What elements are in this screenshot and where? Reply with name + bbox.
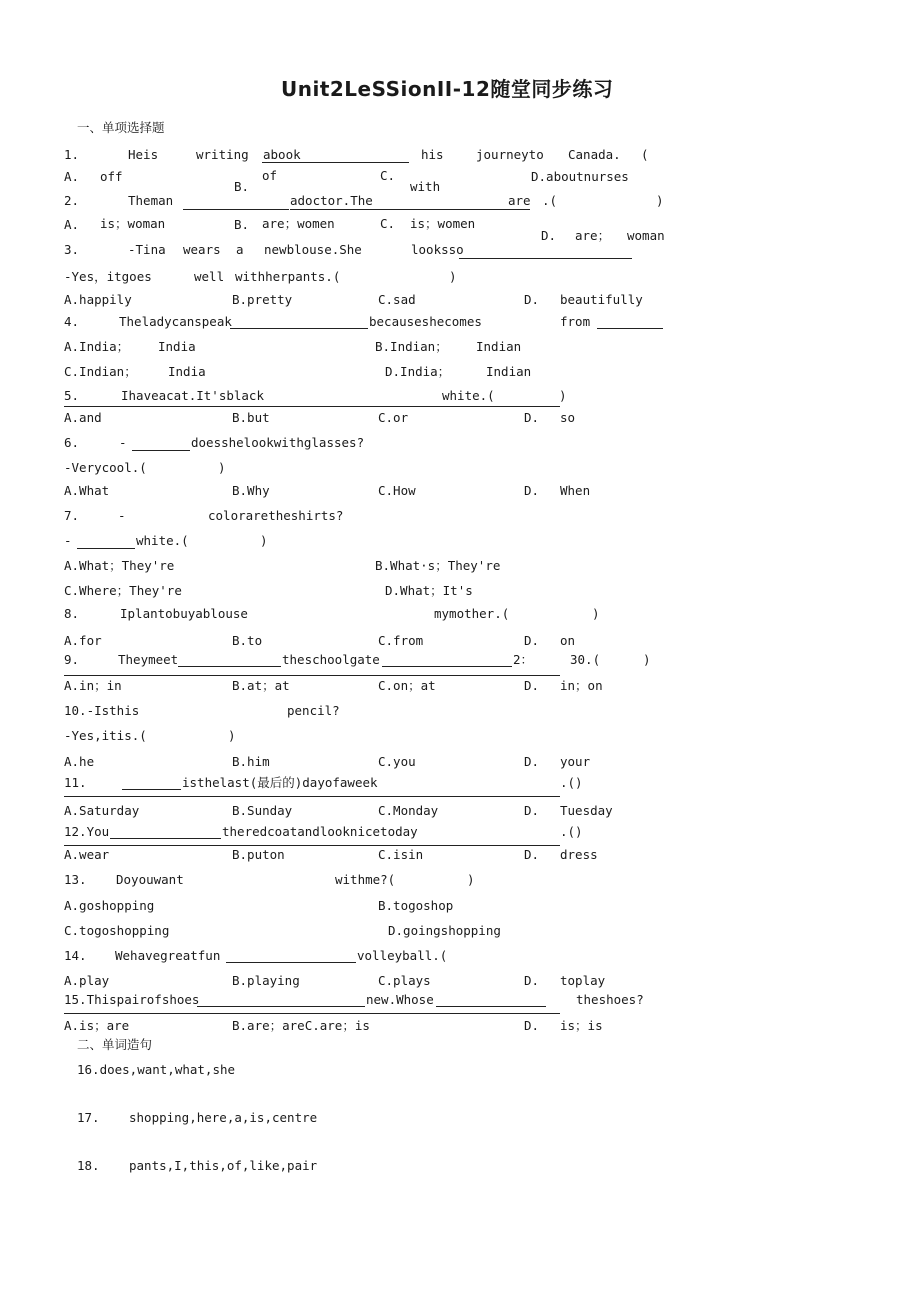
answer-paren-open: .( [542,193,558,208]
option-b-c[interactable]: B.are；areC.are；is [232,1018,370,1033]
option-d[interactable]: so [560,410,576,425]
question-number: 18. [77,1158,100,1173]
option-c[interactable]: C.or [378,410,409,425]
question-text: -Yes，itgoes [64,269,152,284]
question-text: white.( [442,388,495,403]
question-number: 12.You [64,824,110,839]
question-number: 3. [64,242,80,257]
question-text: pencil? [287,703,340,718]
divider [64,675,560,676]
option-c[interactable]: C.on；at [378,678,436,693]
option-c[interactable]: C.sad [378,292,416,307]
question-text: withme?( [335,872,396,887]
option-c[interactable]: C.isin [378,847,424,862]
question-number: 7. [64,508,80,523]
question-text: Iplantobuyablouse [120,606,248,621]
question-number: 14. [64,948,87,963]
question-text: his [421,147,444,162]
question-number: 9. [64,652,80,667]
question-text: -Tina [128,242,166,257]
option-d-label: D. [541,228,557,243]
dash: - [119,435,127,450]
option-d[interactable]: D.goingshopping [388,923,501,938]
answer-paren-close: ) [559,388,567,403]
option-d[interactable]: in；on [560,678,603,693]
option-d-label: D. [524,803,540,818]
answer-blank[interactable] [262,162,409,163]
option-a[interactable]: A.India； [64,339,130,354]
question-number: 6. [64,435,80,450]
question-text: theredcoatandlooknicetoday [222,824,418,839]
question-text: withherpants.( [235,269,341,284]
option-d-label: D. [524,973,540,988]
question-text: becauseshecomes [369,314,482,329]
question-text: are [508,193,531,208]
option-d[interactable]: D.India； [385,364,451,379]
scrambled-words: pants,I,this,of,like,pair [129,1158,318,1173]
option-d[interactable]: are； [575,228,611,243]
question-number: 8. [64,606,80,621]
option-d[interactable]: beautifully [560,292,643,307]
answer-paren-close: ) [643,652,651,667]
question-number: 5. [64,388,80,403]
option-d[interactable]: D.aboutnurses [531,169,629,184]
option-c[interactable]: C.Monday [378,803,439,818]
option-d[interactable]: dress [560,847,598,862]
option-b[interactable]: B.but [232,410,270,425]
option-b[interactable]: B.pretty [232,292,293,307]
answer-blank[interactable] [226,962,356,963]
dash: - [118,508,126,523]
question-text: Theman [128,193,174,208]
option-a[interactable]: A.goshopping [64,898,155,913]
question-text: -Yes,itis.( [64,728,147,743]
question-text: Theladycanspeak [119,314,232,329]
question-text: doesshelookwithglasses? [191,435,365,450]
answer-paren-close: ) [228,728,236,743]
question-number: 13. [64,872,87,887]
option-a[interactable]: A.What [64,483,110,498]
option-a[interactable]: A.in；in [64,678,122,693]
answer-blank[interactable] [64,406,560,407]
question-text: mymother.( [434,606,510,621]
option-b[interactable]: B.What·s；They're [375,558,501,573]
question-number: 11. [64,775,87,790]
section-heading-sentence-building: 二、单词造句 [77,1037,153,1052]
question-text: looksso [411,242,464,257]
question-text: Canada. [568,147,621,162]
option-d-label: D. [524,292,540,307]
answer-blank[interactable] [110,838,221,839]
option-d[interactable]: your [560,754,591,769]
option-a-label: A. [64,217,80,232]
option-d-label: D. [524,678,540,693]
option-b[interactable]: are；women [262,216,335,231]
option-b[interactable]: B.Indian； [375,339,448,354]
answer-paren-close: ) [218,460,226,475]
answer-blank[interactable] [459,258,632,259]
question-text: Theymeet [118,652,179,667]
answer-blank[interactable] [132,450,190,451]
divider [64,845,560,846]
option-b-label: B. [234,179,250,194]
option-d-label: D. [524,483,540,498]
answer-blank[interactable] [122,789,181,790]
question-number: 1. [64,147,80,162]
option-a[interactable]: A.Saturday [64,803,140,818]
answer-blank[interactable] [183,209,289,210]
option-c[interactable]: C.you [378,754,416,769]
option-a-text: India [158,339,196,354]
option-a[interactable]: A.is；are [64,1018,130,1033]
question-text: Ihaveacat.It'sblack [121,388,264,403]
answer-blank[interactable] [77,548,135,549]
scrambled-words: shopping,here,a,is,centre [129,1110,318,1125]
option-a[interactable]: A.and [64,410,102,425]
question-text: Wehavegreatfun [115,948,221,963]
question-text: Heis [128,147,159,162]
answer-paren-close: ) [592,606,600,621]
option-a[interactable]: A.for [64,633,102,648]
question-text: Doyouwant [116,872,184,887]
answer-blank[interactable] [597,328,663,329]
option-c[interactable]: with [410,179,441,194]
option-a[interactable]: A.What；They're [64,558,175,573]
question-number: 17. [77,1110,100,1125]
option-d-label: D. [524,847,540,862]
answer-paren: .() [560,824,583,839]
question-text: -Verycool.( [64,460,147,475]
option-b-label: B. [234,217,250,232]
divider [64,1013,560,1014]
question-text: new.Whose [366,992,434,1007]
option-a[interactable]: A.play [64,973,110,988]
option-c-label: C. [380,216,396,231]
option-d[interactable]: Tuesday [560,803,613,818]
option-b[interactable]: B.playing [232,973,300,988]
answer-blank[interactable] [230,328,368,329]
answer-blank[interactable] [436,1006,546,1007]
question-number: 4. [64,314,80,329]
answer-filled: abook [263,147,301,162]
question-text: 2： [513,652,534,667]
answer-blank[interactable] [382,666,512,667]
option-b[interactable]: B.Sunday [232,803,293,818]
option-d[interactable]: When [560,483,591,498]
option-b[interactable]: B.him [232,754,270,769]
answer-blank[interactable] [290,209,530,210]
answer-paren-close: ) [260,533,268,548]
answer-paren-close: ) [449,269,457,284]
option-d-text: woman [627,228,665,243]
question-text: adoctor.The [290,193,373,208]
option-d[interactable]: is；is [560,1018,603,1033]
option-b[interactable]: B.to [232,633,263,648]
option-b[interactable]: B.Why [232,483,270,498]
divider [64,796,560,797]
option-c-text: India [168,364,206,379]
option-a[interactable]: off [100,169,123,184]
option-b-text: Indian [476,339,522,354]
question-text: writing [196,147,249,162]
question-text: wears [183,242,221,257]
question-number: 15.Thispairofshoes [64,992,200,1007]
answer-paren-close: ) [467,872,475,887]
option-c[interactable]: is；women [410,216,476,231]
question-text: from [560,314,591,329]
question-text: theschoolgate [282,652,380,667]
option-b[interactable]: B.puton [232,847,285,862]
answer-paren: ( [641,147,649,162]
option-b[interactable]: B.togoshop [378,898,454,913]
question-text: theshoes? [576,992,644,1007]
option-a-label: A. [64,169,80,184]
question-text: volleyball.( [357,948,448,963]
question-text: well [194,269,225,284]
option-c[interactable]: C.Where；They're [64,583,182,598]
question-16: 16.does,want,what,she [77,1062,236,1077]
option-a[interactable]: A.happily [64,292,132,307]
answer-blank[interactable] [197,1006,365,1007]
option-d-label: D. [524,410,540,425]
option-c[interactable]: C.plays [378,973,431,988]
option-b[interactable]: B.at；at [232,678,290,693]
answer-paren: .() [560,775,583,790]
option-c[interactable]: C.How [378,483,416,498]
option-d[interactable]: on [560,633,576,648]
option-a[interactable]: is；woman [100,216,166,231]
option-d-text: Indian [486,364,532,379]
section-heading-multiple-choice: 一、单项选择题 [77,120,165,135]
option-b[interactable]: of [262,168,278,183]
question-text: white.( [136,533,189,548]
question-number: 10.-Isthis [64,703,140,718]
question-number: 2. [64,193,80,208]
option-c-label: C. [380,168,396,183]
option-c[interactable]: C.Indian； [64,364,137,379]
option-a[interactable]: A.he [64,754,95,769]
question-text: newblouse.She [264,242,362,257]
option-d[interactable]: D.What；It's [385,583,473,598]
question-text: a [236,242,244,257]
page-title: Unit2LeSSionII-12随堂同步练习 [281,77,614,101]
question-text: 30.( [570,652,601,667]
question-text: journeyto [476,147,544,162]
option-d-label: D. [524,754,540,769]
option-c[interactable]: C.from [378,633,424,648]
option-c[interactable]: C.togoshopping [64,923,170,938]
option-d-label: D. [524,633,540,648]
question-text: coloraretheshirts? [208,508,344,523]
answer-paren-close: ) [656,193,664,208]
option-d-label: D. [524,1018,540,1033]
answer-blank[interactable] [178,666,281,667]
option-d[interactable]: toplay [560,973,606,988]
dash: - [64,533,72,548]
option-a[interactable]: A.wear [64,847,110,862]
question-text: isthelast(最后的)dayofaweek [182,775,378,790]
